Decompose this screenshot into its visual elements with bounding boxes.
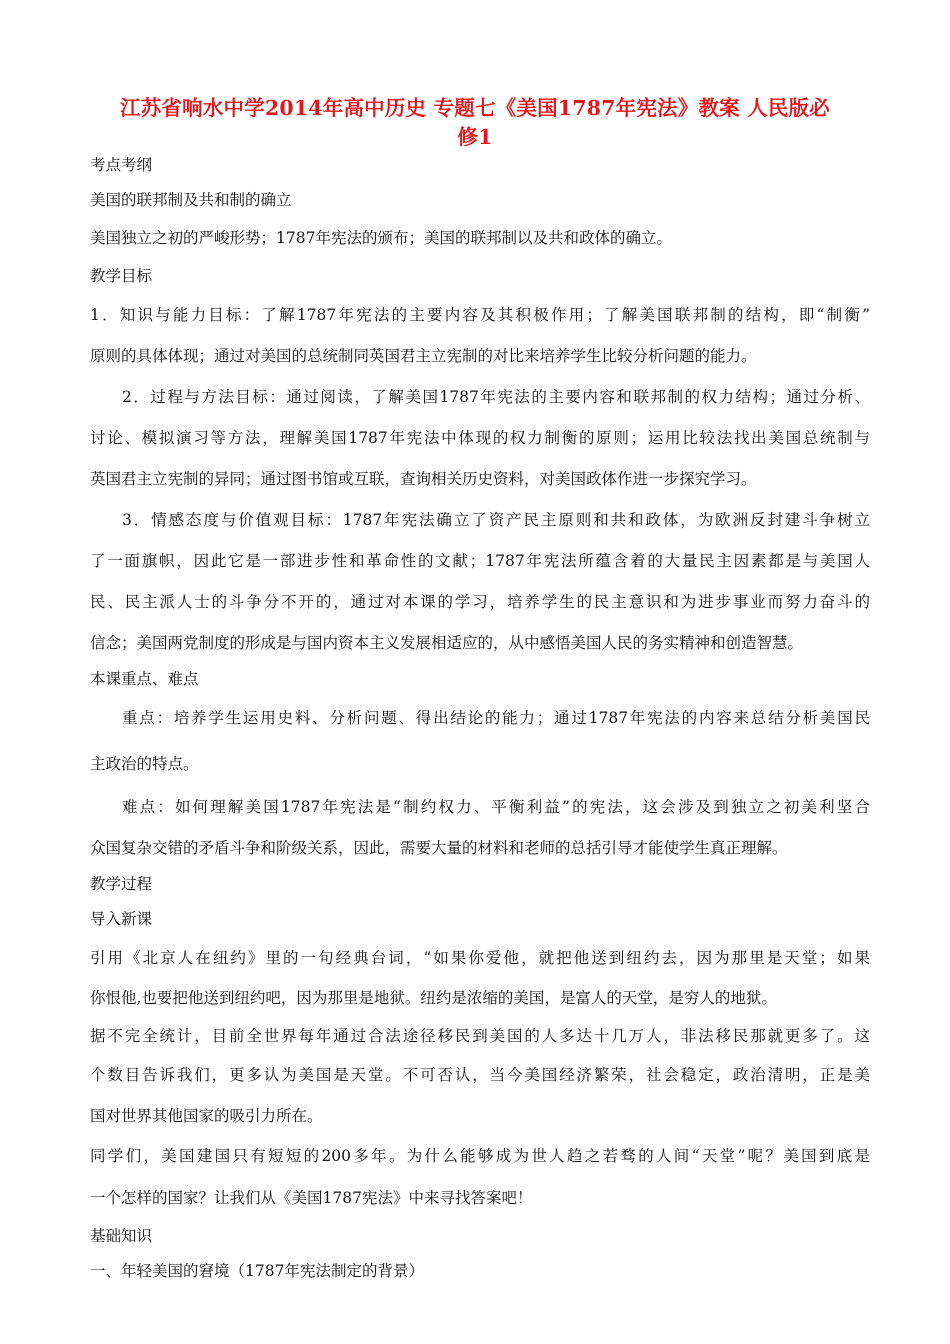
title-line-1: 江苏省响水中学2014年高中历史 专题七《美国1787年宪法》教案 人民版必 <box>120 96 830 120</box>
goal-2-line-1: 2．过程与方法目标：通过阅读，了解美国1787年宪法的主要内容和联邦制的权力结构；通过分析、 <box>122 388 870 406</box>
intro-question-line-1: 同学们，美国建国只有短短的200多年。为什么能够成为世人趋之若骛的人间“天堂”呢？美国到底是 <box>90 1147 870 1165</box>
outline-content: 美国独立之初的严峻形势；1787年宪法的颁布；美国的联邦制以及共和政体的确立。 <box>90 229 672 247</box>
heading-lesson-intro: 导入新课 <box>90 910 153 928</box>
intro-line-4: 个数目告诉我们，更多认为美国是天堂。不可否认，当今美国经济繁荣，社会稳定，政治清明，正是美 <box>90 1066 870 1084</box>
goal-3-line-2: 了一面旗帜，因此它是一部进步性和革命性的文献；1787年宪法所蕴含着的大量民主因素都是与美国人 <box>90 552 870 570</box>
heading-teaching-goals: 教学目标 <box>90 267 153 285</box>
goal-1-line-2: 原则的具体体现；通过对美国的总统制同英国君主立宪制的对比来培养学生比较分析问题的能力。 <box>90 347 757 365</box>
heading-exam-outline: 考点考纲 <box>90 156 153 174</box>
heading-teaching-process: 教学过程 <box>90 875 153 893</box>
intro-line-2: 你恨他,也要把他送到纽约吧，因为那里是地狱。纽约是浓缩的美国，是富人的天堂，是穷人的地狱。 <box>90 989 777 1007</box>
goal-3-line-1: 3．情感态度与价值观目标：1787年宪法确立了资产民主原则和共和政体，为欧洲反封建斗争树立 <box>122 511 870 529</box>
key-point-line-2: 主政治的特点。 <box>90 755 199 773</box>
heading-key-difficult-points: 本课重点、难点 <box>90 670 199 688</box>
intro-line-5: 国对世界其他国家的吸引力所在。 <box>90 1107 323 1125</box>
goal-3-line-3: 民、民主派人士的斗争分不开的，通过对本课的学习，培养学生的民主意识和为进步事业而努力奋斗的 <box>90 593 870 611</box>
document-title <box>60 94 890 152</box>
goal-2-line-2: 讨论、模拟演习等方法，理解美国1787年宪法中体现的权力制衡的原则；运用比较法找出美国总统制与 <box>90 429 870 447</box>
goal-3-line-4: 信念；美国两党制度的形成是与国内资本主义发展相适应的，从中感悟美国人民的务实精神和创造智慧。 <box>90 634 804 652</box>
title-line-2: 修1 <box>457 125 493 149</box>
difficult-point-line-1: 难点：如何理解美国1787年宪法是“制约权力、平衡利益”的宪法，这会涉及到独立之初美利坚合 <box>122 798 870 816</box>
goal-2-line-3: 英国君主立宪制的异同；通过图书馆或互联，查询相关历史资料，对美国政体作进一步探究学习。 <box>90 470 757 488</box>
intro-question-line-2: 一个怎样的国家？让我们从《美国1787宪法》中来寻找答案吧！ <box>90 1189 533 1207</box>
intro-line-3: 据不完全统计，目前全世界每年通过合法途径移民到美国的人多达十几万人，非法移民那就更多了。这 <box>90 1027 870 1045</box>
heading-basic-knowledge: 基础知识 <box>90 1227 153 1245</box>
outline-topic: 美国的联邦制及共和制的确立 <box>90 191 292 209</box>
difficult-point-line-2: 众国复杂交错的矛盾斗争和阶级关系，因此，需要大量的材料和老师的总括引导才能使学生真正理解。 <box>90 839 788 857</box>
intro-line-1: 引用《北京人在纽约》里的一句经典台词，“如果你爱他，就把他送到纽约去，因为那里是天堂；如果 <box>90 949 870 967</box>
key-point-line-1: 重点：培养学生运用史料、分析问题、得出结论的能力；通过1787年宪法的内容来总结分析美国民 <box>122 709 870 727</box>
section-1-heading: 一、年轻美国的窘境（1787年宪法制定的背景） <box>90 1262 424 1280</box>
document-body <box>90 150 870 1290</box>
goal-1-line-1: 1．知识与能力目标：了解1787年宪法的主要内容及其积极作用；了解美国联邦制的结构，即“制衡” <box>90 306 870 324</box>
